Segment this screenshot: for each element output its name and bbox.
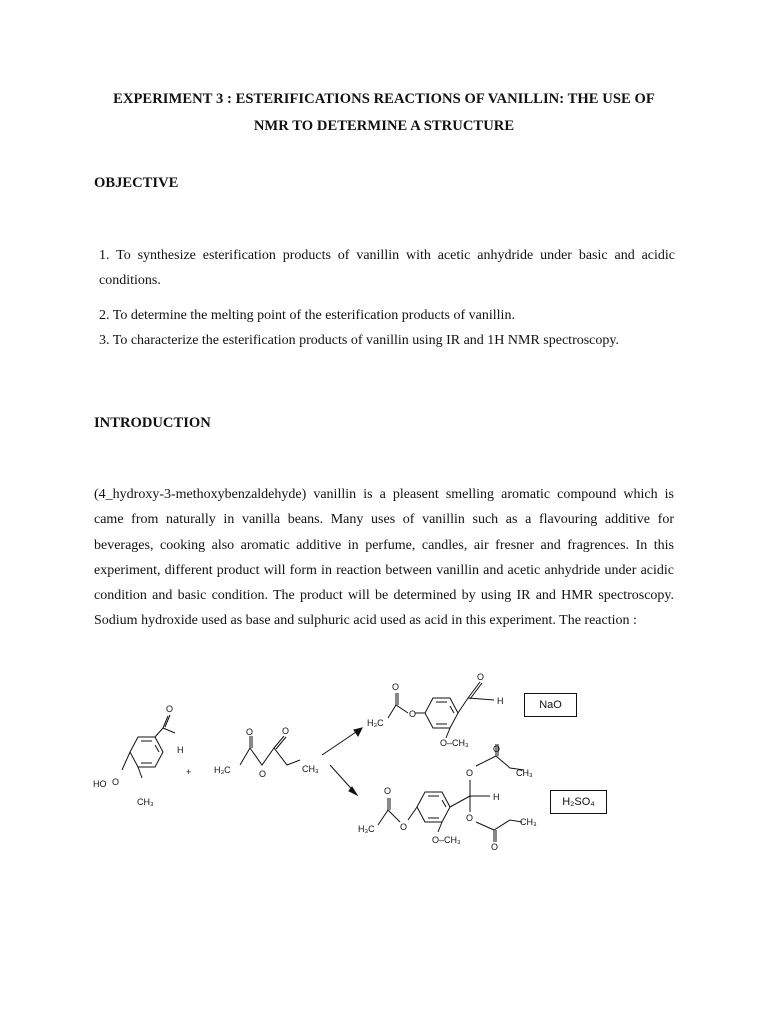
product2-ester-o-bottom: O — [466, 813, 474, 823]
introduction-heading: INTRODUCTION — [94, 415, 211, 431]
anhydride-h3c: H₃C — [214, 765, 231, 775]
product1-aldehyde-o: O — [477, 672, 485, 682]
product-basic-structure — [367, 672, 504, 748]
objective-item-2: 2. To determine the melting point of the esterification products of vanillin. — [99, 308, 515, 323]
title-line-2: NMR TO DETERMINE A STRUCTURE — [253, 118, 515, 134]
acid-condition-box: H₂SO₄ — [550, 790, 607, 814]
objective-item-3: 3. To characterize the esterification products of vanillin using IR and 1H NMR spectroscopy. — [99, 333, 619, 348]
product2-carbonyl-o-left: O — [384, 786, 392, 796]
reaction-scheme — [0, 660, 768, 860]
introduction-paragraph: (4_hydroxy-3-methoxybenzaldehyde) vanillin is a pleasent smelling aromatic compound which is came from naturally in vanilla beans. Many uses of vanillin such as a flavouring additive for beverages, cooking also aromatic additive in perfume, candles, air fresner and fragrences. In this experiment, different product will form in reaction between vanillin and acetic anhydride under acidic condition and basic condition. The product will be determined by using IR and HMR spectroscopy. Sodium hydroxide used as base and sulphuric acid used as acid in this experiment. The reaction : — [94, 487, 674, 629]
product1-carbonyl-o: O — [392, 682, 400, 692]
anhydride-carbonyl-o-2: O — [282, 726, 290, 736]
objective-item-1: 1. To synthesize esterification products of vanillin with acetic anhydride under basic and acidic conditions. — [99, 248, 675, 289]
reaction-arrows — [322, 728, 362, 795]
product-acidic-structure — [358, 744, 537, 852]
vanillin-aldehyde-h: H — [177, 745, 184, 755]
vanillin-structure — [93, 704, 184, 807]
vanillin-methoxy-o: O — [112, 777, 120, 787]
title-line-1: EXPERIMENT 3 : ESTERIFICATIONS REACTIONS OF VANILLIN: THE USE OF — [113, 91, 655, 107]
vanillin-methoxy: CH₃ — [137, 797, 154, 807]
product2-methine-h: H — [493, 792, 500, 802]
product1-ester-o: O — [409, 709, 417, 719]
acetic-anhydride-structure — [214, 726, 319, 779]
product1-aldehyde-h: H — [497, 696, 504, 706]
product2-ch3-bottom: CH₃ — [520, 817, 537, 827]
product2-carbonyl-o-top: O — [493, 744, 501, 754]
base-condition-box: NaO — [524, 693, 577, 717]
anhydride-bridge-o: O — [259, 769, 267, 779]
product2-ch3-top: CH₃ — [516, 768, 533, 778]
product2-h3c: H₃C — [358, 824, 375, 834]
product2-ester-o-top: O — [466, 768, 474, 778]
plus-sign: + — [186, 767, 192, 777]
document-title — [60, 86, 708, 140]
anhydride-ch3: CH₃ — [302, 764, 319, 774]
product1-h3c: H₃C — [367, 718, 384, 728]
product2-methoxy: O–CH₃ — [432, 835, 461, 845]
vanillin-hydroxyl: HO — [93, 779, 107, 789]
anhydride-carbonyl-o-1: O — [246, 727, 254, 737]
vanillin-aldehyde-o: O — [166, 704, 174, 714]
product2-carbonyl-o-bottom: O — [491, 842, 499, 852]
product1-methoxy: O–CH₃ — [440, 738, 469, 748]
product2-ester-o-left: O — [400, 822, 408, 832]
objective-heading: OBJECTIVE — [94, 175, 179, 191]
